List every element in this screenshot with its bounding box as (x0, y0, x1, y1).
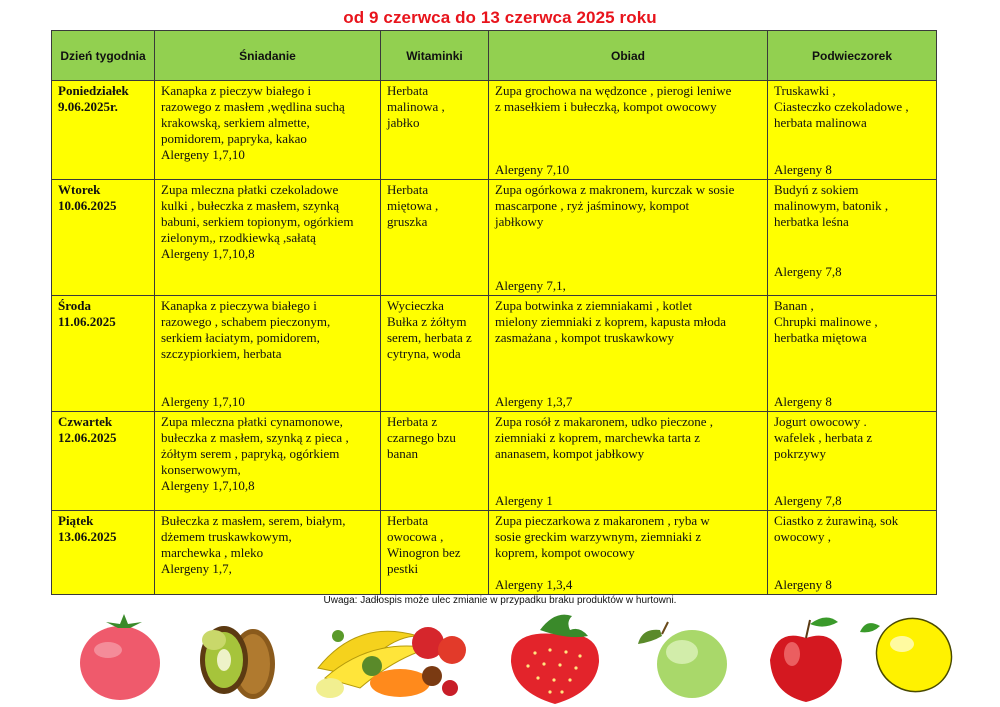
vitamins-cell (381, 296, 489, 412)
menu-title: od 9 czerwca do 13 czerwca 2025 roku (343, 8, 657, 27)
header-day: Dzień tygodnia (52, 31, 155, 81)
snack-cell (768, 412, 937, 511)
vitamins-cell (381, 412, 489, 511)
breakfast-allergens: Alergeny 1,7,10,8 (161, 478, 255, 493)
breakfast-allergens: Alergeny 1,7,10 (161, 394, 245, 409)
day-label: Poniedziałek 9.06.2025r. (58, 83, 129, 114)
breakfast-text: Kanapka z pieczyw białego i razowego z masłem ,wędlina suchą krakowską, serkiem almette, pomidorem, papryka, kakao (161, 83, 345, 146)
lunch-text: Zupa botwinka z ziemniakami , kotlet mielony ziemniaki z koprem, kapusta młoda zasmażana , kompot truskawkowy (495, 298, 727, 345)
vitamins-text: Herbata malinowa , jabłko (387, 83, 445, 130)
snack-text: Jogurt owocowy . wafelek , herbata z pokrzywy (774, 414, 873, 461)
tomato-icon (80, 614, 160, 700)
guava-icon (638, 622, 727, 698)
snack-cell (768, 511, 937, 595)
day-label: Czwartek 12.06.2025 (58, 414, 117, 445)
lunch-text: Zupa rosół z makaronem, udko pieczone , ziemniaki z koprem, marchewka tarta z ananasem, kompot jabłkowy (495, 414, 714, 461)
lunch-cell (489, 81, 768, 180)
day-cell (52, 81, 155, 180)
header-vitamins: Witaminki (381, 31, 489, 81)
lunch-allergens: Alergeny 7,1, (495, 278, 566, 293)
breakfast-cell (155, 180, 381, 296)
menu-row-tuesday (52, 180, 937, 296)
header-row (52, 31, 937, 81)
menu-row-friday (52, 511, 937, 595)
lunch-allergens: Alergeny 7,10 (495, 162, 570, 177)
day-label: Środa 11.06.2025 (58, 298, 116, 329)
breakfast-text: Kanapka z pieczywa białego i razowego , schabem pieczonym, serkiem łaciatym, pomidorem, szczypiorkiem, herbata (161, 298, 331, 361)
vitamins-cell (381, 180, 489, 296)
day-label: Wtorek 10.06.2025 (58, 182, 117, 213)
vitamins-text: Herbata owocowa , Winogron bez pestki (387, 513, 461, 576)
apple-icon (770, 617, 842, 702)
lunch-cell (489, 412, 768, 511)
breakfast-cell (155, 511, 381, 595)
kiwi-icon (200, 626, 275, 699)
day-cell (52, 296, 155, 412)
day-label: Piątek 13.06.2025 (58, 513, 117, 544)
day-cell (52, 412, 155, 511)
lemon-icon (860, 608, 965, 705)
lunch-cell (489, 180, 768, 296)
snack-allergens: Alergeny 8 (774, 577, 832, 592)
snack-allergens: Alergeny 7,8 (774, 264, 842, 279)
vitamins-cell (381, 511, 489, 595)
snack-allergens: Alergeny 8 (774, 394, 832, 409)
breakfast-allergens: Alergeny 1,7,10 (161, 147, 245, 162)
breakfast-cell (155, 296, 381, 412)
snack-allergens: Alergeny 8 (774, 162, 832, 177)
vitamins-text: Wycieczka Bułka z żółtym serem, herbata z cytryna, woda (387, 298, 472, 361)
vitamins-cell (381, 81, 489, 180)
lunch-cell (489, 511, 768, 595)
fruit-illustrations (0, 608, 1000, 707)
vitamins-text: Herbata miętowa , gruszka (387, 182, 439, 229)
breakfast-text: Zupa mleczna płatki czekoladowe kulki , bułeczka z masłem, szynką babuni, serkiem topionym, ogórkiem zielonym,, rzodkiewką ,sałatą (161, 182, 354, 245)
lunch-allergens: Alergeny 1,3,7 (495, 394, 573, 409)
breakfast-allergens: Alergeny 1,7,10,8 (161, 246, 255, 261)
snack-cell (768, 81, 937, 180)
header-snack: Podwieczorek (768, 31, 937, 81)
snack-cell (768, 180, 937, 296)
lunch-text: Zupa grochowa na wędzonce , pierogi leniwe z masełkiem i bułeczką, kompot owocowy (495, 83, 732, 114)
header-breakfast: Śniadanie (155, 31, 381, 81)
lunch-text: Zupa pieczarkowa z makaronem , ryba w sosie greckim warzywnym, ziemniaki z koprem, kompot owocowy (495, 513, 710, 560)
fruit-basket-icon (316, 627, 466, 698)
lunch-allergens: Alergeny 1,3,4 (495, 577, 573, 592)
snack-allergens: Alergeny 7,8 (774, 493, 842, 508)
snack-text: Budyń z sokiem malinowym, batonik , herbatka leśna (774, 182, 889, 229)
menu-row-thursday (52, 412, 937, 511)
snack-cell (768, 296, 937, 412)
lunch-cell (489, 296, 768, 412)
snack-text: Ciastko z żurawiną, sok owocowy , (774, 513, 899, 544)
lunch-text: Zupa ogórkowa z makronem, kurczak w sosie mascarpone , ryż jaśminowy, kompot jabłkowy (495, 182, 735, 229)
header-lunch: Obiad (489, 31, 768, 81)
strawberry-icon (511, 615, 599, 704)
menu-table (51, 30, 937, 595)
menu-note: Uwaga: Jadłospis może ulec zmianie w przypadku braku produktów w hurtowni. (323, 595, 677, 606)
snack-text: Banan , Chrupki malinowe , herbatka miętowa (774, 298, 878, 345)
breakfast-cell (155, 81, 381, 180)
breakfast-text: Bułeczka z masłem, serem, białym, dżemem truskawkowym, marchewka , mleko (161, 513, 346, 560)
menu-row-wednesday (52, 296, 937, 412)
snack-text: Truskawki , Ciasteczko czekoladowe , herbata malinowa (774, 83, 909, 130)
breakfast-cell (155, 412, 381, 511)
breakfast-text: Zupa mleczna płatki cynamonowe, bułeczka z masłem, szynką z pieca , żółtym serem , papryką, ogórkiem konserwowym, (161, 414, 349, 477)
menu-row-monday (52, 81, 937, 180)
day-cell (52, 180, 155, 296)
day-cell (52, 511, 155, 595)
vitamins-text: Herbata z czarnego bzu banan (387, 414, 456, 461)
lunch-allergens: Alergeny 1 (495, 493, 553, 508)
breakfast-allergens: Alergeny 1,7, (161, 561, 232, 576)
